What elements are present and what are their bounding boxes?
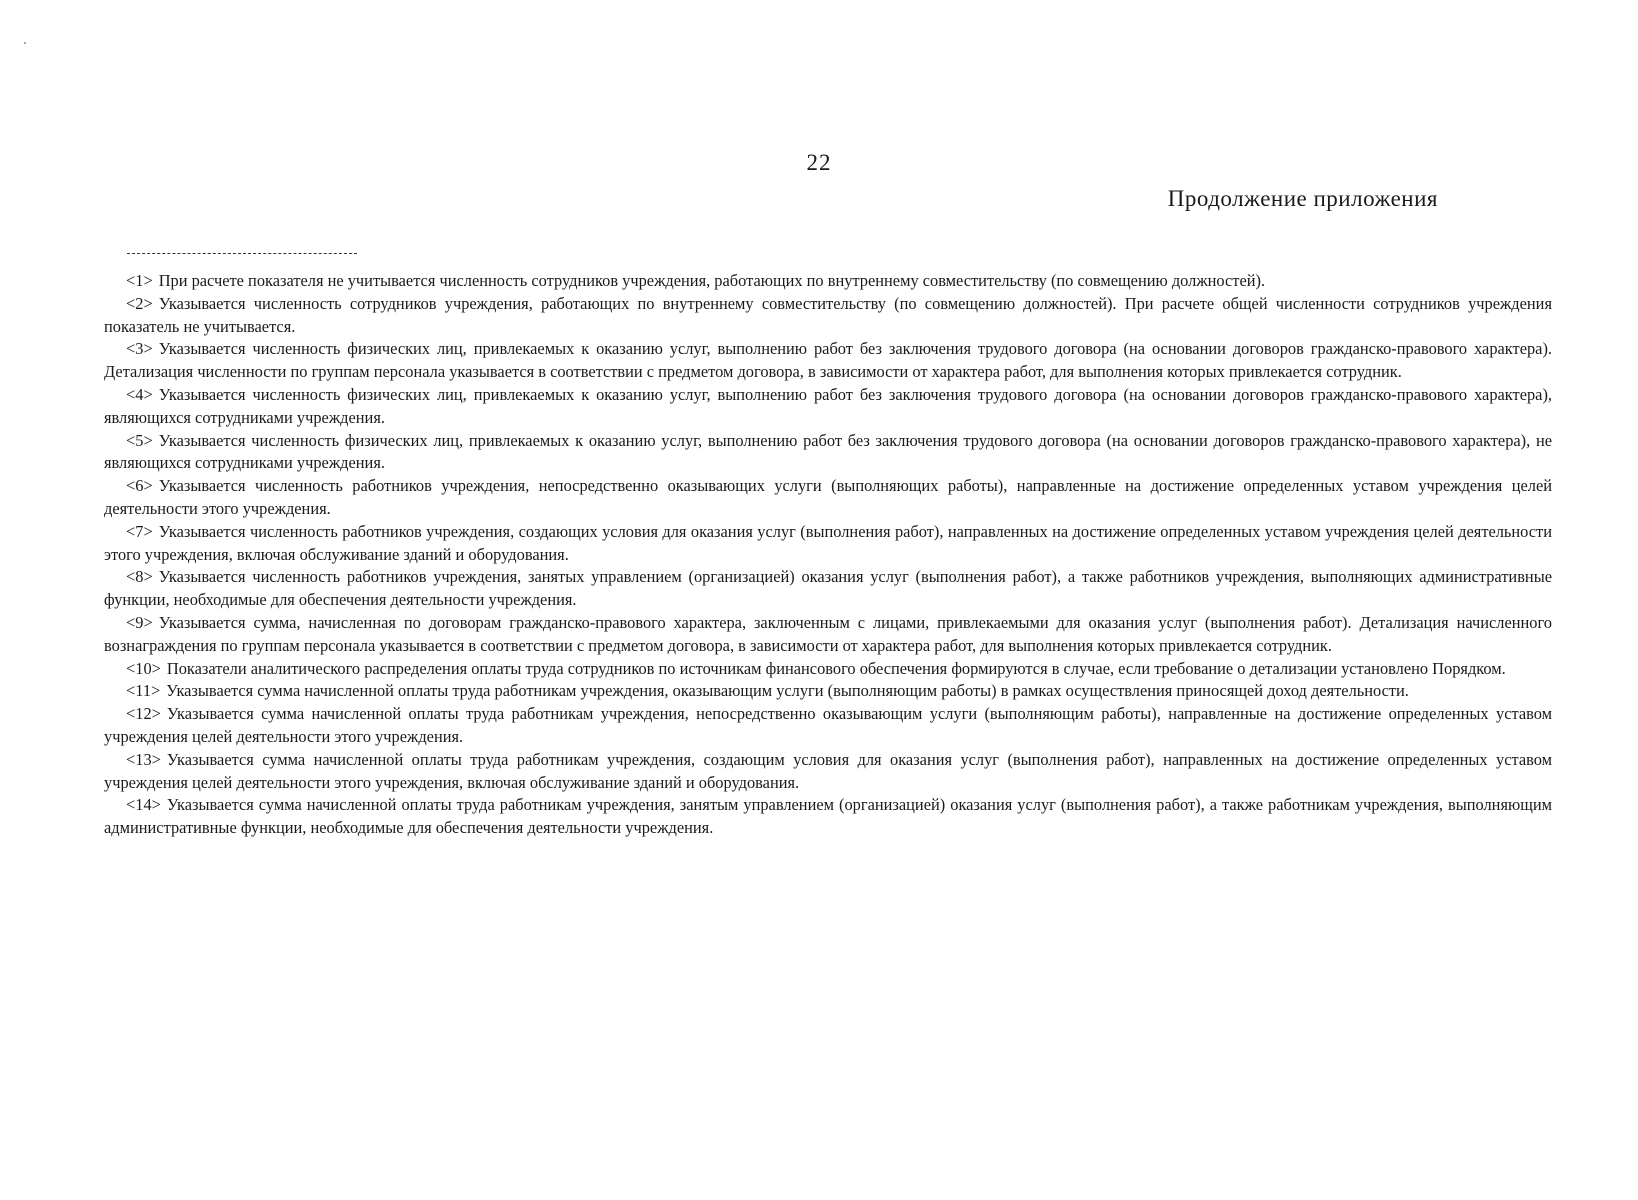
footnote-text: Указывается сумма начисленной оплаты труда работникам учреждения, непосредственно оказывающим услуги (выполняющим работы), направленные на достижение определенных уставом учреждения целей деятельности этого учреждения. bbox=[104, 704, 1552, 746]
footnotes-list bbox=[104, 270, 1552, 840]
footnote-text: Показатели аналитического распределения оплаты труда сотрудников по источникам финансового обеспечения формируются в случае, если требование о детализации установлено Порядком. bbox=[166, 658, 1506, 678]
page-number: 22 bbox=[806, 150, 832, 175]
footnote bbox=[104, 566, 1552, 612]
footnote-text: Указывается численность работников учреждения, занятых управлением (организацией) оказания услуг (выполнения работ), а также работников учреждения, выполняющих административные функции, необходимые для обеспечения деятельности учреждения. bbox=[104, 567, 1552, 610]
footnote-text: Указывается численность сотрудников учреждения, работающих по внутреннему совместительству (по совмещению должностей). При расчете общей численности сотрудников учреждения показатель не учитывается. bbox=[104, 293, 1552, 336]
footnote-marker: <10> bbox=[126, 658, 161, 678]
footnote bbox=[104, 338, 1552, 384]
footnote-marker: <1> bbox=[126, 271, 153, 290]
footnote bbox=[104, 384, 1552, 430]
footnote bbox=[104, 794, 1552, 840]
footnote-text: Указывается численность физических лиц, привлекаемых к оказанию услуг, выполнению работ без заключения трудового договора (на основании договоров гражданско-правового характера), не являющихся сотрудниками учреждения. bbox=[104, 430, 1552, 473]
footnote-marker: <4> bbox=[126, 384, 153, 404]
footnote-text: Указывается численность физических лиц, привлекаемых к оказанию услуг, выполнению работ без заключения трудового договора (на основании договоров гражданско-правового характера). Детализация численности по группам персонала указывается в соответствии с предметом договора, в зависимости от характера работ, для выполнения которых привлекается сотрудник. bbox=[104, 339, 1552, 382]
appendix-heading: Продолжение приложения bbox=[1167, 186, 1438, 211]
footnote bbox=[104, 703, 1552, 749]
footnote bbox=[104, 521, 1552, 567]
footnote-marker: <3> bbox=[126, 339, 153, 359]
scan-artifact bbox=[24, 42, 26, 44]
footnote bbox=[104, 430, 1552, 476]
footnote bbox=[104, 270, 1552, 293]
footnote-separator bbox=[127, 253, 357, 254]
footnote bbox=[104, 680, 1552, 703]
footnote bbox=[104, 658, 1552, 681]
footnote-text: Указывается сумма начисленной оплаты труда работникам учреждения, создающим условия для оказания услуг (выполнения работ), направленных на достижение определенных уставом учреждения целей деятельности этого учреждения, включая обслуживание зданий и оборудования. bbox=[104, 749, 1552, 792]
footnote-text: Указывается сумма начисленной оплаты труда работникам учреждения, занятым управлением (организацией) оказания услуг (выполнения работ), а также работникам учреждения, выполняющим административные функции, необходимые для обеспечения деятельности учреждения. bbox=[104, 795, 1552, 838]
footnote-text: Указывается сумма начисленной оплаты труда работникам учреждения, оказывающим услуги (выполняющим работы) в рамках осуществления приносящей доход деятельности. bbox=[166, 681, 1409, 701]
footnote-text: Указывается численность работников учреждения, создающих условия для оказания услуг (выполнения работ), направленных на достижение определенных уставом учреждения целей деятельности этого учреждения, включая обслуживание зданий и оборудования. bbox=[104, 521, 1552, 564]
footnote bbox=[104, 749, 1552, 795]
footnote-marker: <11> bbox=[126, 681, 161, 701]
footnote-marker: <8> bbox=[126, 567, 153, 587]
footnote-marker: <7> bbox=[126, 521, 153, 541]
footnote-marker: <14> bbox=[126, 795, 161, 815]
footnote-text: Указывается численность работников учреждения, непосредственно оказывающих услуги (выполняющих работы), направленные на достижение определенных уставом учреждения целей деятельности этого учреждения. bbox=[104, 476, 1552, 518]
footnote bbox=[104, 293, 1552, 339]
footnote-marker: <9> bbox=[126, 612, 153, 632]
footnote-marker: <13> bbox=[126, 749, 161, 769]
footnote-marker: <2> bbox=[126, 293, 153, 313]
footnote-text: При расчете показателя не учитывается численность сотрудников учреждения, работающих по внутреннему совместительству (по совмещению должностей). bbox=[158, 271, 1266, 290]
footnote-marker: <5> bbox=[126, 430, 153, 450]
footnote-text: Указывается сумма, начисленная по договорам гражданско-правового характера, заключенным с лицами, привлекаемыми для оказания услуг (выполнения работ). Детализация начисленного вознаграждения по группам персонала указывается в соответствии с предметом договора, в зависимости от характера работ, для выполнения которых привлекается сотрудник. bbox=[104, 612, 1552, 655]
footnote bbox=[104, 475, 1552, 521]
footnote bbox=[104, 612, 1552, 658]
footnote-marker: <12> bbox=[126, 704, 161, 724]
footnote-marker: <6> bbox=[126, 476, 153, 496]
footnote-text: Указывается численность физических лиц, привлекаемых к оказанию услуг, выполнению работ без заключения трудового договора (на основании договоров гражданско-правового характера), являющихся сотрудниками учреждения. bbox=[104, 384, 1552, 427]
